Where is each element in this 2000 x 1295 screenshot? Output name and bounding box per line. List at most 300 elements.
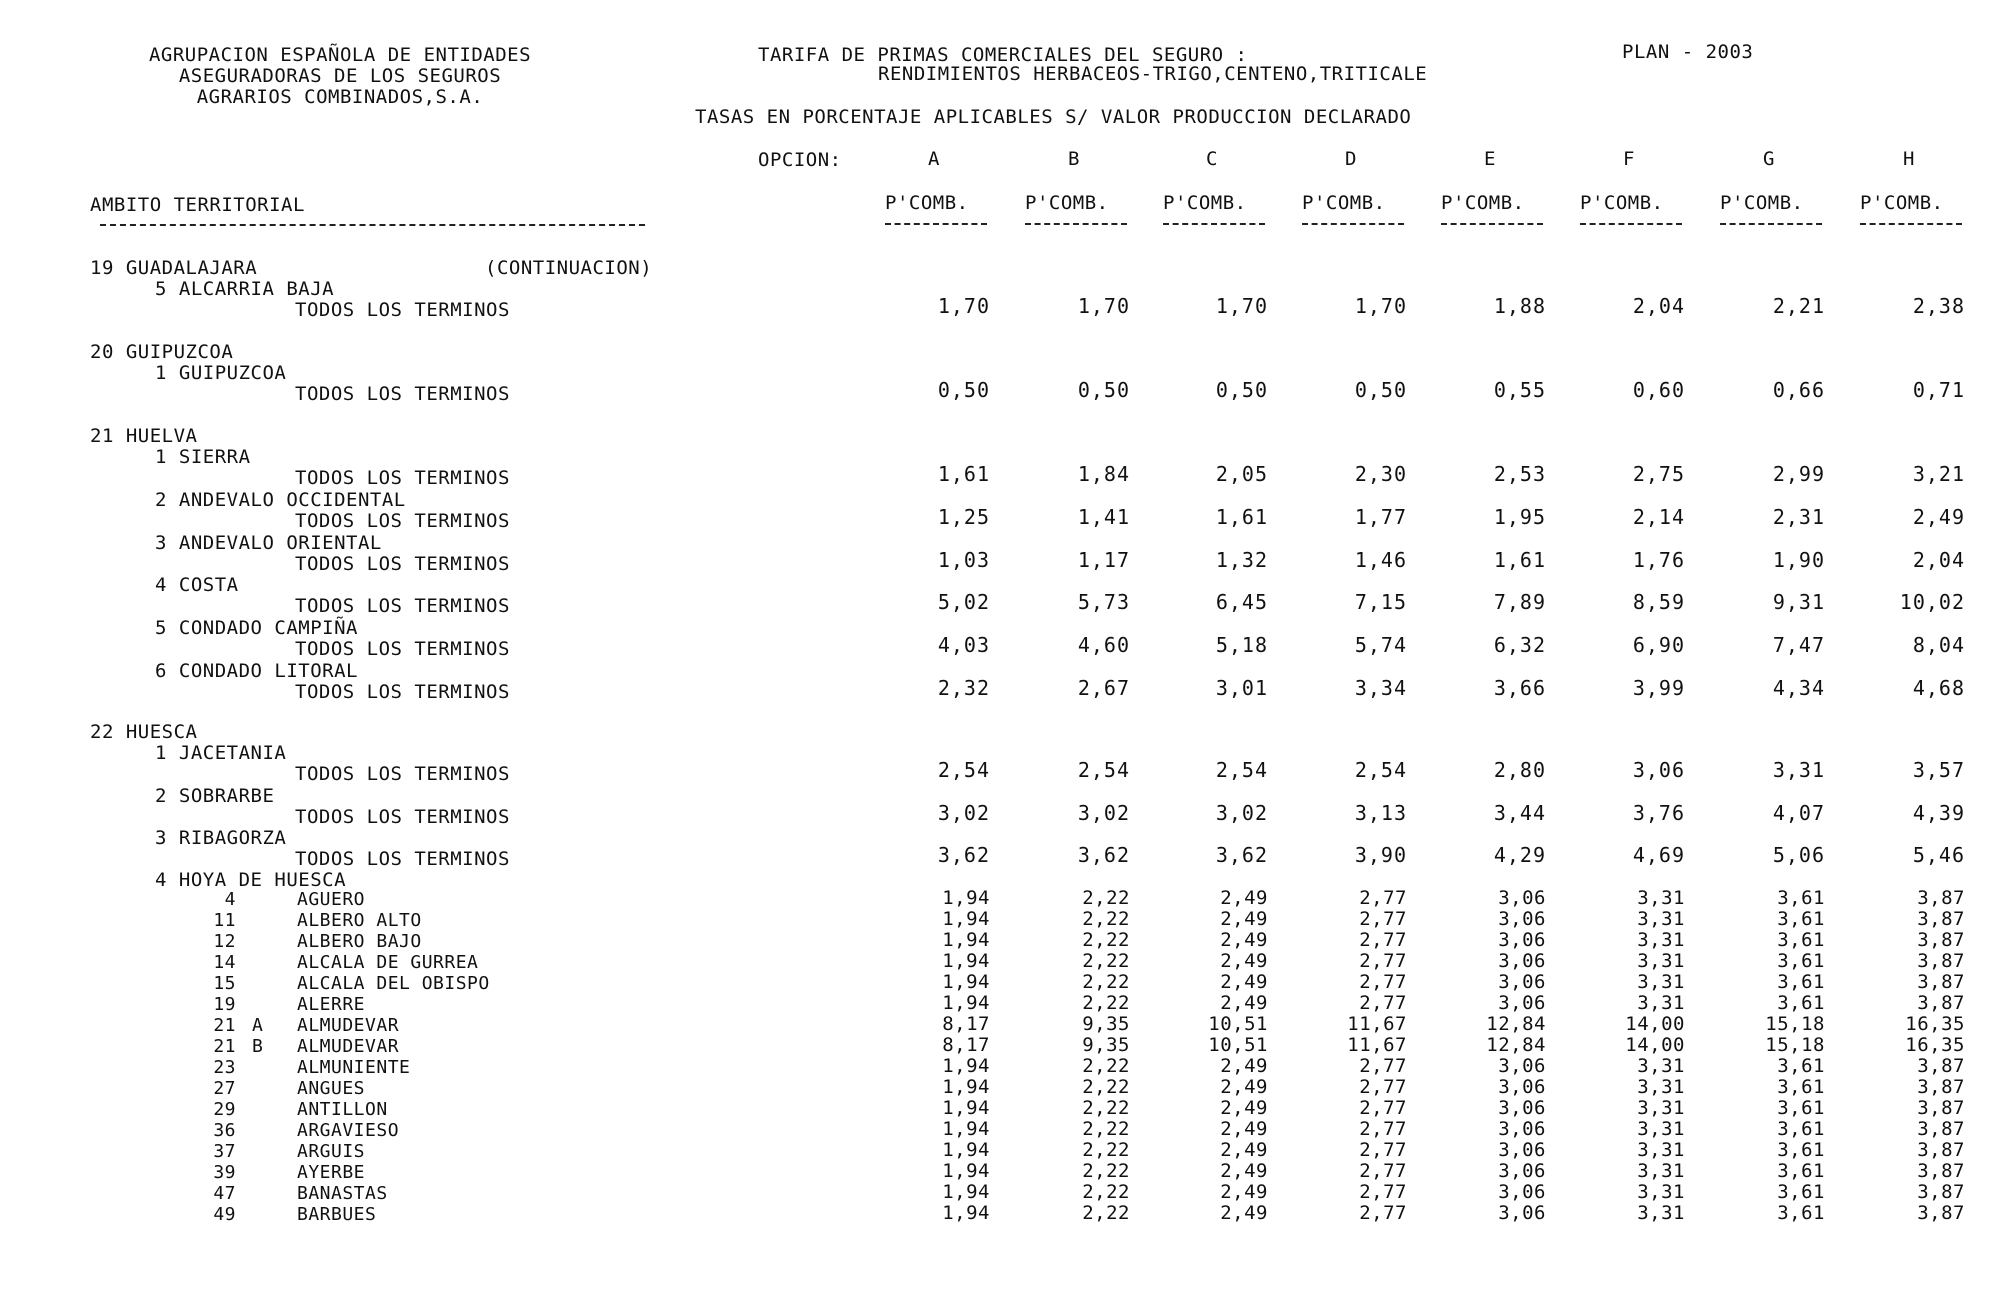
organization-name-line1: AGRUPACION ESPAÑOLA DE ENTIDADES — [148, 44, 532, 66]
term-code: 14 — [213, 952, 236, 973]
term-name: AGUERO — [297, 889, 366, 910]
rate-cell: 2,38 — [1912, 294, 1965, 318]
rate-cell: 1,70 — [937, 294, 990, 318]
rate-cell: 2,22 — [1082, 1160, 1130, 1182]
rate-cell: 6,45 — [1215, 590, 1268, 614]
rate-cell: 3,44 — [1493, 801, 1546, 825]
column-header-p-comb: P'COMB. — [1025, 192, 1109, 214]
rate-cell: 3,66 — [1493, 676, 1546, 700]
rate-cell: 1,61 — [937, 462, 990, 486]
rate-cell: 2,22 — [1082, 1202, 1130, 1224]
rate-cell: 1,03 — [937, 548, 990, 572]
rate-cell: 3,61 — [1777, 1181, 1825, 1203]
rate-cell: 2,31 — [1772, 505, 1825, 529]
term-code: 19 — [213, 994, 236, 1015]
rate-cell: 1,17 — [1077, 548, 1130, 572]
comarca-title: 4 COSTA — [155, 574, 239, 596]
rate-cell: 2,53 — [1493, 462, 1546, 486]
rate-cell: 3,57 — [1912, 758, 1965, 782]
rate-cell: 2,22 — [1082, 1118, 1130, 1140]
rate-cell: 10,02 — [1899, 590, 1965, 614]
rate-cell: 0,66 — [1772, 378, 1825, 402]
term-name: ALBERO BAJO — [297, 931, 422, 952]
row-label: TODOS LOS TERMINOS — [295, 595, 510, 617]
rate-cell: 2,49 — [1220, 992, 1268, 1014]
rate-cell: 2,77 — [1359, 1181, 1407, 1203]
term-name: ALCALA DEL OBISPO — [297, 973, 490, 994]
rate-cell: 3,06 — [1498, 929, 1546, 951]
rate-cell: 3,31 — [1637, 1097, 1685, 1119]
rate-cell: 3,06 — [1498, 950, 1546, 972]
province-title: 19 GUADALAJARA — [90, 257, 258, 279]
rate-cell: 4,34 — [1772, 676, 1825, 700]
rate-cell: 2,22 — [1082, 1181, 1130, 1203]
rate-cell: 3,61 — [1777, 971, 1825, 993]
rate-cell: 2,77 — [1359, 950, 1407, 972]
rate-cell: 2,21 — [1772, 294, 1825, 318]
rate-cell: 0,71 — [1912, 378, 1965, 402]
column-header-p-comb: P'COMB. — [1302, 192, 1386, 214]
rate-cell: 1,70 — [1215, 294, 1268, 318]
rate-cell: 0,50 — [1354, 378, 1407, 402]
term-code: 12 — [213, 931, 236, 952]
rate-cell: 2,49 — [1220, 929, 1268, 951]
rate-cell: 2,49 — [1912, 505, 1965, 529]
option-letter-H: H — [1903, 148, 1915, 170]
row-label: TODOS LOS TERMINOS — [295, 510, 510, 532]
rate-cell: 5,74 — [1354, 633, 1407, 657]
rate-cell: 2,49 — [1220, 971, 1268, 993]
option-letter-G: G — [1763, 148, 1775, 170]
rate-cell: 3,87 — [1917, 1055, 1965, 1077]
comarca-title: 5 ALCARRIA BAJA — [155, 278, 335, 300]
rate-cell: 3,61 — [1777, 1055, 1825, 1077]
rate-cell: 2,22 — [1082, 1076, 1130, 1098]
rate-cell: 14,00 — [1625, 1034, 1685, 1056]
rate-cell: 2,22 — [1082, 971, 1130, 993]
rate-cell: 1,88 — [1493, 294, 1546, 318]
rate-cell: 2,99 — [1772, 462, 1825, 486]
rate-cell: 3,06 — [1498, 908, 1546, 930]
rate-cell: 5,06 — [1772, 843, 1825, 867]
term-code: 15 — [213, 973, 236, 994]
rate-cell: 3,06 — [1632, 758, 1685, 782]
rate-cell: 2,32 — [937, 676, 990, 700]
rate-cell: 2,77 — [1359, 887, 1407, 909]
rate-cell: 8,17 — [942, 1013, 990, 1035]
rate-cell: 2,77 — [1359, 1160, 1407, 1182]
term-name: ARGAVIESO — [297, 1120, 400, 1141]
comarca-title: 2 SOBRARBE — [155, 785, 275, 807]
column-underline — [1580, 223, 1682, 225]
rate-cell: 3,87 — [1917, 929, 1965, 951]
rate-cell: 3,31 — [1637, 908, 1685, 930]
rate-cell: 2,77 — [1359, 908, 1407, 930]
rate-cell: 3,87 — [1917, 908, 1965, 930]
province-title: 20 GUIPUZCOA — [90, 341, 234, 363]
rate-cell: 3,61 — [1777, 992, 1825, 1014]
row-label: TODOS LOS TERMINOS — [295, 638, 510, 660]
term-letter: A — [252, 1015, 264, 1036]
rate-cell: 1,77 — [1354, 505, 1407, 529]
column-header-p-comb: P'COMB. — [1860, 192, 1944, 214]
rate-cell: 1,70 — [1354, 294, 1407, 318]
rate-cell: 11,67 — [1347, 1034, 1407, 1056]
column-underline — [1441, 223, 1543, 225]
term-code: 37 — [213, 1141, 236, 1162]
rate-cell: 3,31 — [1637, 929, 1685, 951]
rate-cell: 3,06 — [1498, 1160, 1546, 1182]
rate-cell: 2,77 — [1359, 929, 1407, 951]
rate-cell: 6,32 — [1493, 633, 1546, 657]
column-underline — [1860, 223, 1962, 225]
rate-cell: 16,35 — [1905, 1034, 1965, 1056]
rate-cell: 3,99 — [1632, 676, 1685, 700]
row-label: TODOS LOS TERMINOS — [295, 467, 510, 489]
rate-cell: 9,35 — [1082, 1013, 1130, 1035]
rate-cell: 2,75 — [1632, 462, 1685, 486]
rate-cell: 1,94 — [942, 1118, 990, 1140]
rate-cell: 0,55 — [1493, 378, 1546, 402]
rate-cell: 8,04 — [1912, 633, 1965, 657]
rate-cell: 0,50 — [1077, 378, 1130, 402]
term-name: ALERRE — [297, 994, 366, 1015]
term-name: BARBUES — [297, 1204, 377, 1225]
rate-cell: 2,77 — [1359, 1118, 1407, 1140]
term-code: 21 — [213, 1015, 236, 1036]
rate-cell: 3,31 — [1637, 950, 1685, 972]
rate-cell: 3,13 — [1354, 801, 1407, 825]
rate-cell: 3,62 — [1215, 843, 1268, 867]
rate-cell: 2,05 — [1215, 462, 1268, 486]
rate-cell: 3,34 — [1354, 676, 1407, 700]
column-header-p-comb: P'COMB. — [1163, 192, 1247, 214]
option-letter-D: D — [1345, 148, 1357, 170]
rate-cell: 1,94 — [942, 1097, 990, 1119]
rate-cell: 3,31 — [1637, 971, 1685, 993]
rate-cell: 10,51 — [1208, 1013, 1268, 1035]
rate-cell: 2,49 — [1220, 1181, 1268, 1203]
rate-cell: 3,61 — [1777, 1139, 1825, 1161]
rate-cell: 3,87 — [1917, 1118, 1965, 1140]
rate-cell: 4,68 — [1912, 676, 1965, 700]
comarca-title: 3 RIBAGORZA — [155, 827, 287, 849]
rate-cell: 2,22 — [1082, 1055, 1130, 1077]
rate-cell: 2,04 — [1912, 548, 1965, 572]
rate-cell: 1,94 — [942, 908, 990, 930]
ambito-territorial-label: AMBITO TERRITORIAL — [90, 194, 305, 216]
rate-cell: 1,76 — [1632, 548, 1685, 572]
term-code: 39 — [213, 1162, 236, 1183]
rate-cell: 2,77 — [1359, 1139, 1407, 1161]
rate-cell: 3,06 — [1498, 971, 1546, 993]
rate-cell: 1,94 — [942, 887, 990, 909]
column-header-p-comb: P'COMB. — [1441, 192, 1525, 214]
rate-cell: 3,61 — [1777, 908, 1825, 930]
rate-cell: 3,31 — [1772, 758, 1825, 782]
rate-cell: 3,02 — [937, 801, 990, 825]
rate-cell: 3,87 — [1917, 971, 1965, 993]
rate-cell: 5,02 — [937, 590, 990, 614]
rate-cell: 2,67 — [1077, 676, 1130, 700]
rate-cell: 3,62 — [1077, 843, 1130, 867]
rate-cell: 2,49 — [1220, 1055, 1268, 1077]
column-underline — [1302, 223, 1404, 225]
rate-cell: 3,02 — [1215, 801, 1268, 825]
rate-cell: 3,31 — [1637, 1202, 1685, 1224]
rate-cell: 2,22 — [1082, 992, 1130, 1014]
comarca-title: 6 CONDADO LITORAL — [155, 660, 358, 682]
rate-cell: 2,49 — [1220, 1160, 1268, 1182]
term-code: 23 — [213, 1057, 236, 1078]
plan-label: PLAN - 2003 — [1622, 41, 1754, 63]
rate-cell: 3,06 — [1498, 1118, 1546, 1140]
row-label: TODOS LOS TERMINOS — [295, 848, 510, 870]
rate-cell: 2,54 — [1215, 758, 1268, 782]
rate-cell: 2,49 — [1220, 950, 1268, 972]
rate-cell: 10,51 — [1208, 1034, 1268, 1056]
rate-cell: 9,31 — [1772, 590, 1825, 614]
term-name: ANGUES — [297, 1078, 366, 1099]
rate-cell: 3,02 — [1077, 801, 1130, 825]
page-subtitle: TASAS EN PORCENTAJE APLICABLES S/ VALOR PRODUCCION DECLARADO — [695, 106, 1412, 128]
rate-cell: 1,61 — [1215, 505, 1268, 529]
rate-cell: 1,94 — [942, 1202, 990, 1224]
rate-cell: 8,17 — [942, 1034, 990, 1056]
rate-cell: 1,94 — [942, 971, 990, 993]
tariff-title-line1: TARIFA DE PRIMAS COMERCIALES DEL SEGURO : — [758, 44, 1248, 66]
term-name: ALMUNIENTE — [297, 1057, 411, 1078]
rate-cell: 3,06 — [1498, 1181, 1546, 1203]
comarca-title: 3 ANDEVALO ORIENTAL — [155, 532, 382, 554]
rate-cell: 2,49 — [1220, 1097, 1268, 1119]
comarca-title: 1 SIERRA — [155, 446, 251, 468]
rate-cell: 5,18 — [1215, 633, 1268, 657]
rate-cell: 3,31 — [1637, 1076, 1685, 1098]
rate-cell: 1,94 — [942, 1181, 990, 1203]
rate-cell: 12,84 — [1486, 1013, 1546, 1035]
rate-cell: 3,76 — [1632, 801, 1685, 825]
rate-cell: 2,49 — [1220, 1076, 1268, 1098]
rate-cell: 1,94 — [942, 1055, 990, 1077]
rate-cell: 15,18 — [1765, 1013, 1825, 1035]
term-code: 4 — [224, 889, 236, 910]
organization-name-line3: AGRARIOS COMBINADOS,S.A. — [196, 86, 484, 108]
rate-cell: 0,50 — [937, 378, 990, 402]
rate-cell: 3,87 — [1917, 887, 1965, 909]
province-title: 22 HUESCA — [90, 721, 198, 743]
rate-cell: 1,46 — [1354, 548, 1407, 572]
column-underline — [1025, 223, 1127, 225]
rate-cell: 2,77 — [1359, 1076, 1407, 1098]
rate-cell: 3,31 — [1637, 1181, 1685, 1203]
rate-cell: 3,31 — [1637, 1055, 1685, 1077]
rate-cell: 2,77 — [1359, 1097, 1407, 1119]
rate-cell: 2,49 — [1220, 1139, 1268, 1161]
rate-cell: 2,77 — [1359, 1202, 1407, 1224]
term-name: BANASTAS — [297, 1183, 388, 1204]
rate-cell: 2,49 — [1220, 1118, 1268, 1140]
rate-cell: 2,54 — [1354, 758, 1407, 782]
option-letter-E: E — [1484, 148, 1496, 170]
rate-cell: 14,00 — [1625, 1013, 1685, 1035]
rate-cell: 1,94 — [942, 1076, 990, 1098]
rate-cell: 1,61 — [1493, 548, 1546, 572]
rate-cell: 3,61 — [1777, 887, 1825, 909]
rate-cell: 2,22 — [1082, 950, 1130, 972]
rate-cell: 3,87 — [1917, 1097, 1965, 1119]
comarca-title: 2 ANDEVALO OCCIDENTAL — [155, 489, 406, 511]
rate-cell: 1,94 — [942, 929, 990, 951]
continuation-note: (CONTINUACION) — [485, 257, 653, 279]
rate-cell: 8,59 — [1632, 590, 1685, 614]
rate-cell: 3,87 — [1917, 1202, 1965, 1224]
column-header-p-comb: P'COMB. — [1580, 192, 1664, 214]
row-label: TODOS LOS TERMINOS — [295, 806, 510, 828]
rate-cell: 3,61 — [1777, 1097, 1825, 1119]
rate-cell: 3,61 — [1777, 1118, 1825, 1140]
rate-cell: 3,31 — [1637, 887, 1685, 909]
rate-cell: 3,31 — [1637, 1139, 1685, 1161]
term-name: ALBERO ALTO — [297, 910, 422, 931]
rate-cell: 3,06 — [1498, 1139, 1546, 1161]
rate-cell: 2,14 — [1632, 505, 1685, 529]
column-header-p-comb: P'COMB. — [885, 192, 969, 214]
rate-cell: 3,31 — [1637, 1118, 1685, 1140]
row-label: TODOS LOS TERMINOS — [295, 681, 510, 703]
rate-cell: 3,61 — [1777, 1202, 1825, 1224]
rate-cell: 3,87 — [1917, 1160, 1965, 1182]
rate-cell: 2,04 — [1632, 294, 1685, 318]
comarca-title: 5 CONDADO CAMPIÑA — [155, 617, 358, 639]
rate-cell: 1,94 — [942, 1139, 990, 1161]
rate-cell: 1,94 — [942, 950, 990, 972]
column-underline — [1720, 223, 1822, 225]
option-letter-F: F — [1623, 148, 1635, 170]
term-code: 11 — [213, 910, 236, 931]
rate-cell: 2,77 — [1359, 992, 1407, 1014]
rate-cell: 1,94 — [942, 1160, 990, 1182]
rate-cell: 7,47 — [1772, 633, 1825, 657]
rate-cell: 2,22 — [1082, 929, 1130, 951]
rate-cell: 3,06 — [1498, 887, 1546, 909]
term-name: ALMUDEVAR — [297, 1015, 400, 1036]
rate-cell: 3,87 — [1917, 950, 1965, 972]
rate-cell: 3,31 — [1637, 1160, 1685, 1182]
term-name: AYERBE — [297, 1162, 366, 1183]
rate-cell: 2,22 — [1082, 1097, 1130, 1119]
rate-cell: 5,73 — [1077, 590, 1130, 614]
rate-cell: 2,80 — [1493, 758, 1546, 782]
rate-cell: 2,54 — [1077, 758, 1130, 782]
term-name: ANTILLON — [297, 1099, 388, 1120]
rate-cell: 3,61 — [1777, 950, 1825, 972]
rate-cell: 9,35 — [1082, 1034, 1130, 1056]
term-code: 47 — [213, 1183, 236, 1204]
rate-cell: 2,49 — [1220, 1202, 1268, 1224]
rate-cell: 1,32 — [1215, 548, 1268, 572]
rate-cell: 4,29 — [1493, 843, 1546, 867]
rate-cell: 4,07 — [1772, 801, 1825, 825]
comarca-title: 4 HOYA DE HUESCA — [155, 869, 347, 891]
rate-cell: 3,06 — [1498, 1055, 1546, 1077]
rate-cell: 1,25 — [937, 505, 990, 529]
rate-cell: 3,06 — [1498, 1076, 1546, 1098]
term-code: 49 — [213, 1204, 236, 1225]
opcion-label: OPCION: — [758, 149, 842, 171]
rate-cell: 4,60 — [1077, 633, 1130, 657]
rate-cell: 5,46 — [1912, 843, 1965, 867]
tariff-title-line2: RENDIMIENTOS HERBACEOS-TRIGO,CENTENO,TRITICALE — [878, 63, 1428, 85]
rate-cell: 3,87 — [1917, 1076, 1965, 1098]
rate-cell: 3,61 — [1777, 929, 1825, 951]
ambito-underline — [100, 224, 645, 226]
rate-cell: 3,06 — [1498, 1097, 1546, 1119]
rate-cell: 1,95 — [1493, 505, 1546, 529]
rate-cell: 1,70 — [1077, 294, 1130, 318]
organization-name-line2: ASEGURADORAS DE LOS SEGUROS — [178, 65, 502, 87]
rate-cell: 15,18 — [1765, 1034, 1825, 1056]
rate-cell: 3,87 — [1917, 992, 1965, 1014]
term-name: ALCALA DE GURREA — [297, 952, 479, 973]
rate-cell: 0,60 — [1632, 378, 1685, 402]
rate-cell: 2,22 — [1082, 887, 1130, 909]
rate-cell: 3,21 — [1912, 462, 1965, 486]
term-name: ARGUIS — [297, 1141, 366, 1162]
province-title: 21 HUELVA — [90, 425, 198, 447]
rate-cell: 4,39 — [1912, 801, 1965, 825]
rate-cell: 3,87 — [1917, 1181, 1965, 1203]
rate-cell: 3,01 — [1215, 676, 1268, 700]
column-underline — [885, 223, 987, 225]
rate-cell: 2,22 — [1082, 1139, 1130, 1161]
rate-cell: 2,49 — [1220, 908, 1268, 930]
option-letter-C: C — [1206, 148, 1218, 170]
rate-cell: 1,90 — [1772, 548, 1825, 572]
comarca-title: 1 JACETANIA — [155, 742, 287, 764]
rate-cell: 3,61 — [1777, 1160, 1825, 1182]
rate-cell: 4,03 — [937, 633, 990, 657]
rate-cell: 16,35 — [1905, 1013, 1965, 1035]
term-code: 27 — [213, 1078, 236, 1099]
rate-cell: 3,06 — [1498, 1202, 1546, 1224]
rate-cell: 4,69 — [1632, 843, 1685, 867]
rate-cell: 2,49 — [1220, 887, 1268, 909]
rate-cell: 12,84 — [1486, 1034, 1546, 1056]
rate-cell: 7,89 — [1493, 590, 1546, 614]
column-header-p-comb: P'COMB. — [1720, 192, 1804, 214]
rate-cell: 2,77 — [1359, 1055, 1407, 1077]
rate-cell: 1,94 — [942, 992, 990, 1014]
term-name: ALMUDEVAR — [297, 1036, 400, 1057]
rate-cell: 6,90 — [1632, 633, 1685, 657]
term-code: 29 — [213, 1099, 236, 1120]
term-code: 36 — [213, 1120, 236, 1141]
rate-cell: 3,87 — [1917, 1139, 1965, 1161]
term-code: 21 — [213, 1036, 236, 1057]
rate-cell: 1,41 — [1077, 505, 1130, 529]
rate-cell: 11,67 — [1347, 1013, 1407, 1035]
rate-cell: 3,62 — [937, 843, 990, 867]
rate-cell: 2,54 — [937, 758, 990, 782]
rate-cell: 0,50 — [1215, 378, 1268, 402]
option-letter-A: A — [928, 148, 940, 170]
rate-cell: 7,15 — [1354, 590, 1407, 614]
rate-cell: 3,61 — [1777, 1076, 1825, 1098]
option-letter-B: B — [1068, 148, 1080, 170]
rate-cell: 2,30 — [1354, 462, 1407, 486]
rate-cell: 1,84 — [1077, 462, 1130, 486]
